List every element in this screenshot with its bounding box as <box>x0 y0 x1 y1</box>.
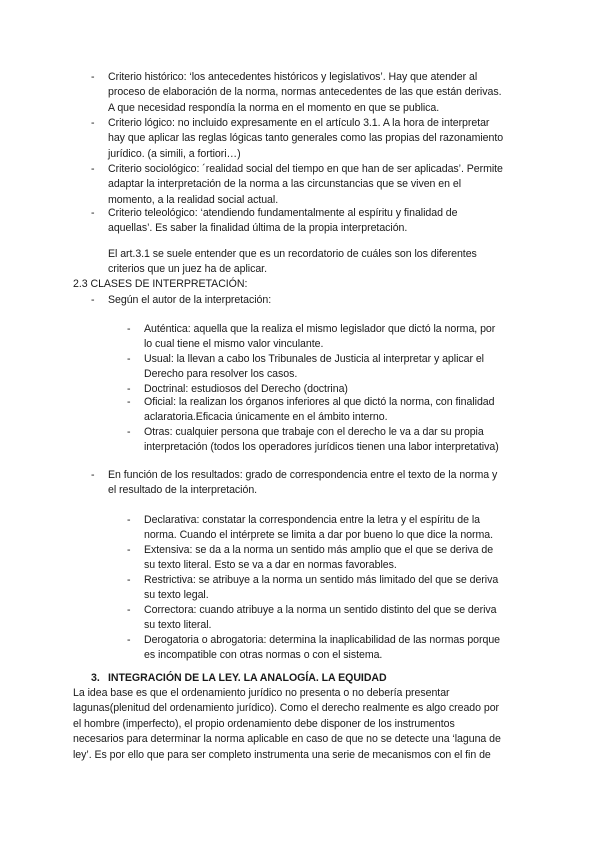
bullet-dash: - <box>127 604 131 616</box>
list-item-restrictiva: Restrictiva: se atribuye a la norma un sentido más limitado del que se deriva su texto legal. <box>144 574 499 602</box>
list-item-autentica: Auténtica: aquella que la realiza el mismo legislador que dictó la norma, por lo cual tiene el mismo valor vinculante. <box>144 323 496 351</box>
art-note: El art.3.1 se suele entender que es un recordatorio de cuáles son los diferentes criterios que un juez ha de aplicar. <box>108 248 477 276</box>
list-item-usual: Usual: la llevan a cabo los Tribunales de Justicia al interpretar y aplicar el Derecho para resolver los casos. <box>144 353 484 381</box>
bullet-dash: - <box>127 383 131 395</box>
bullet-dash: - <box>91 71 95 83</box>
criterio-teleologico: Criterio teleológico: ‘atendiendo fundamentalmente al espíritu y finalidad de aquellas’. Es saber la finalidad última de la propia interpretación. <box>108 207 458 235</box>
by-result-intro: En función de los resultados: grado de correspondencia entre el texto de la norma y el resultado de la interpretación. <box>108 469 498 497</box>
bullet-dash: - <box>91 207 95 219</box>
bullet-dash: - <box>127 353 131 365</box>
bullet-dash: - <box>91 469 95 481</box>
bullet-dash: - <box>127 634 131 646</box>
criterio-logico: Criterio lógico: no incluido expresamente en el artículo 3.1. A la hora de interpretar hay que aplicar las reglas lógicas tanto generales como las propias del razonamiento jurídico. (a simili, a fortiori…) <box>108 117 504 160</box>
list-item-oficial: Oficial: la realizan los órganos inferiores al que dictó la norma, con finalidad aclaratoria.Eficacia únicamente en el ámbito interno. <box>144 396 495 424</box>
bullet-dash: - <box>127 323 131 335</box>
bullet-dash: - <box>91 163 95 175</box>
bullet-dash: - <box>127 396 131 408</box>
bullet-dash: - <box>127 514 131 526</box>
list-item-extensiva: Extensiva: se da a la norma un sentido más amplio que el que se deriva de su texto literal. Esto se va a dar en normas favorables. <box>144 544 494 572</box>
bullet-dash: - <box>127 426 131 438</box>
bullet-dash: - <box>91 294 95 306</box>
criterio-historico: Criterio histórico: ‘los antecedentes históricos y legislativos’. Hay que atender al proceso de elaboración de la norma, normas antecedentes de las que están derivas. A que necesidad respondía la norma en el momento en que se publica. <box>108 71 502 114</box>
section-3-body: La idea base es que el ordenamiento jurídico no presenta o no debería presentar lagunas(plenitud del ordenamiento jurídico). Como el derecho realmente es algo creado por el hombre (imperfecto), el propio ordenamiento debe disponer de los instrumentos necesarios para determinar la norma aplicable en caso de que no se detecte una ‘laguna de ley’. Es por ello que para ser completo instrumenta una serie de mecanismos con el fin de <box>73 687 501 761</box>
bullet-dash: - <box>127 574 131 586</box>
section-2-3-heading: 2.3 CLASES DE INTERPRETACIÓN: <box>73 278 248 290</box>
list-item-otras: Otras: cualquier persona que trabaje con el derecho le va a dar su propia interpretación (todos los operadores jurídicos tienen una labor interpretativa) <box>144 426 499 454</box>
list-item-declarativa: Declarativa: constatar la correspondencia entre la letra y el espíritu de la norma. Cuando el intérprete se limita a dar por bueno lo que dice la norma. <box>144 514 493 542</box>
list-item-correctora: Correctora: cuando atribuye a la norma un sentido distinto del que se deriva su texto literal. <box>144 604 497 632</box>
by-author-intro: Según el autor de la interpretación: <box>108 294 272 306</box>
list-item-doctrinal: Doctrinal: estudiosos del Derecho (doctrina) <box>144 383 348 395</box>
section-3-title: INTEGRACIÓN DE LA LEY. LA ANALOGÍA. LA EQUIDAD <box>108 672 387 684</box>
criterio-sociologico: Criterio sociológico: ´realidad social del tiempo en que han de ser aplicadas’. Permite adaptar la interpretación de la norma a las circunstancias que se viven en el momento, a la realidad social actual. <box>108 163 503 206</box>
bullet-dash: - <box>127 544 131 556</box>
bullet-dash: - <box>91 117 95 129</box>
section-3-number: 3. <box>91 672 100 684</box>
list-item-derogatoria: Derogatoria o abrogatoria: determina la inaplicabilidad de las normas porque es incompatible con otras normas o con el sistema. <box>144 634 501 662</box>
